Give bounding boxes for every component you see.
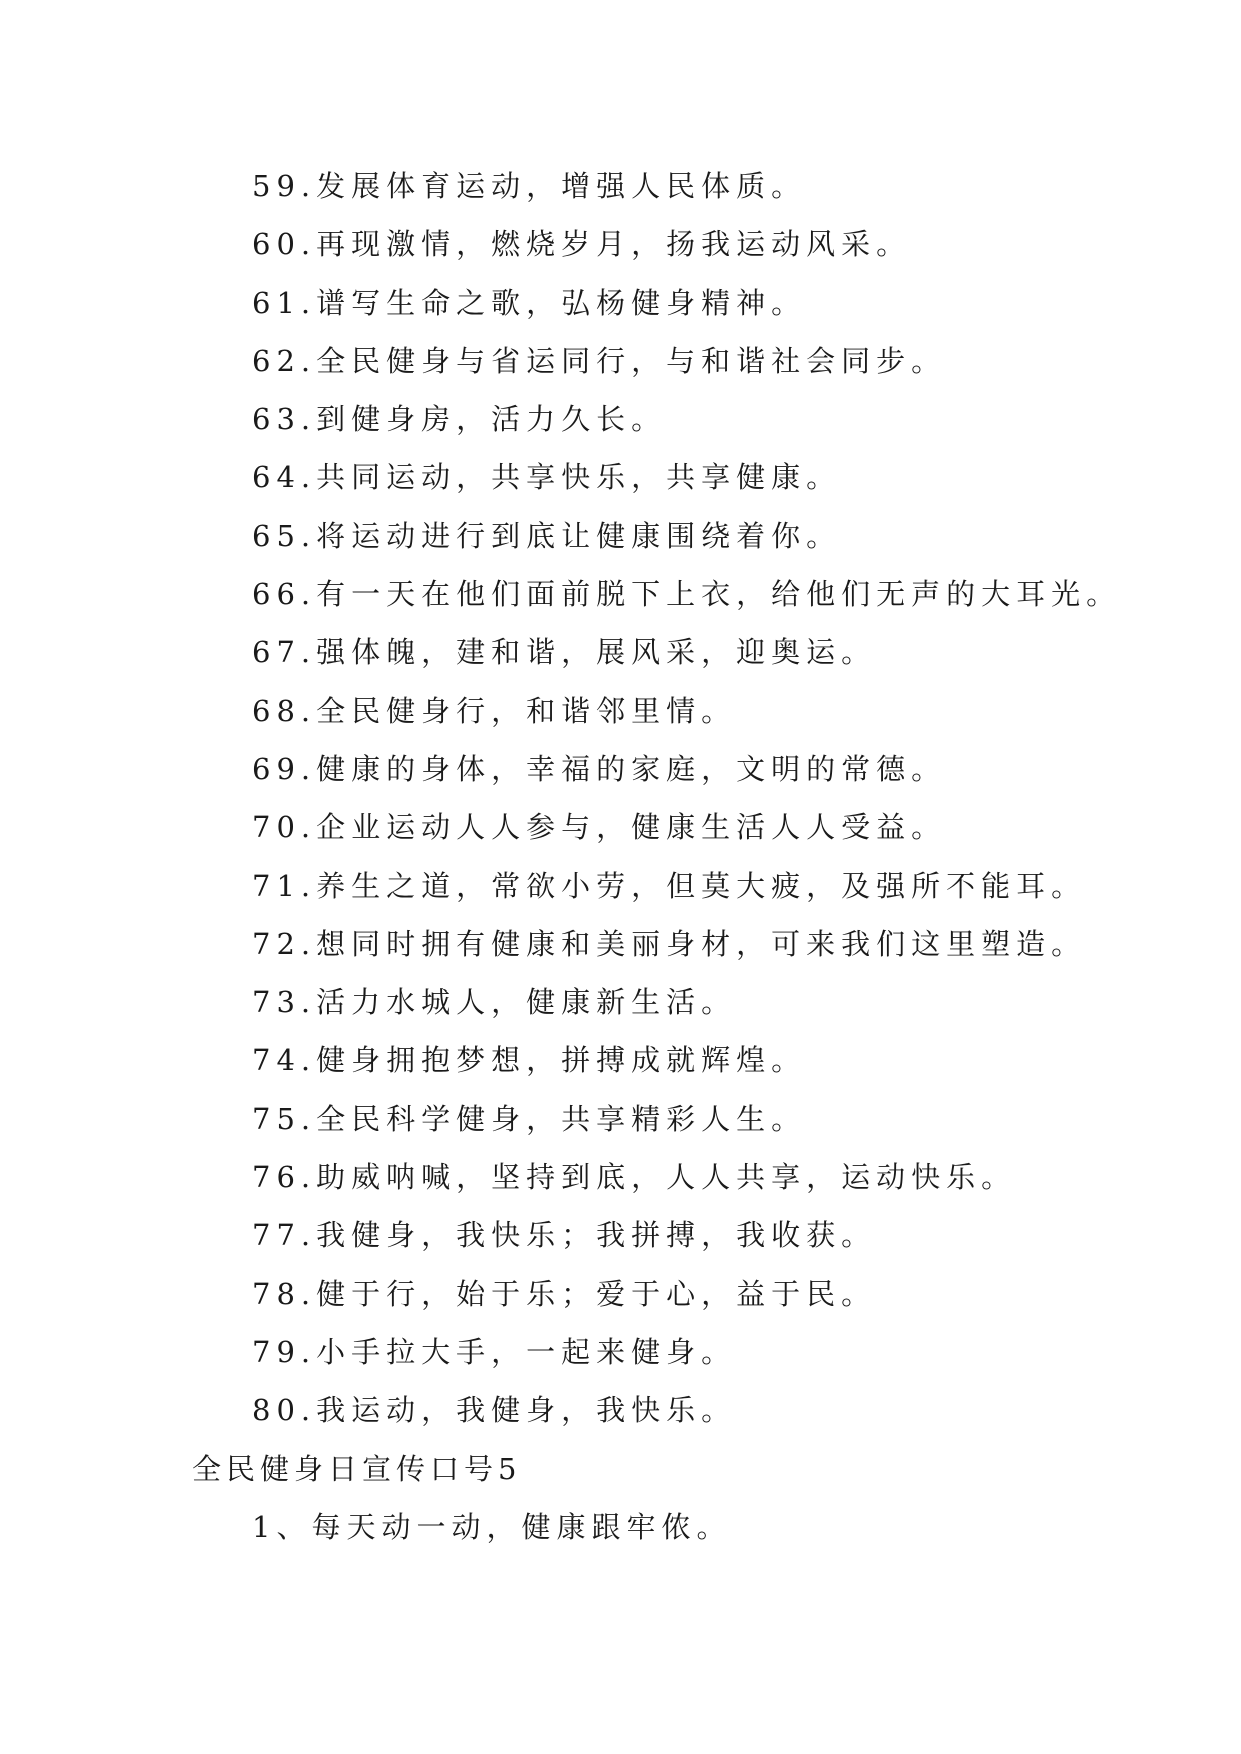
slogan-line: 64.共同运动，共享快乐，共享健康。 xyxy=(252,460,842,495)
slogan-line: 66.有一天在他们面前脱下上衣，给他们无声的大耳光。 xyxy=(252,577,1122,612)
slogan-line: 80.我运动，我健身，我快乐。 xyxy=(252,1393,737,1428)
slogan-line: 59.发展体育运动，增强人民体质。 xyxy=(252,169,807,203)
slogan-line: 74.健身拥抱梦想，拼搏成就辉煌。 xyxy=(252,1043,807,1078)
slogan-line: 60.再现激情，燃烧岁月，扬我运动风采。 xyxy=(252,227,912,262)
section-item: 1、每天动一动，健康跟牢侬。 xyxy=(252,1509,732,1544)
slogan-line: 68.全民健身行，和谐邻里情。 xyxy=(252,693,737,728)
slogan-line: 75.全民科学健身，共享精彩人生。 xyxy=(252,1101,807,1136)
slogan-line: 76.助威呐喊，坚持到底，人人共享，运动快乐。 xyxy=(252,1160,1017,1195)
slogan-line: 73.活力水城人，健康新生活。 xyxy=(252,985,737,1020)
slogan-line: 77.我健身，我快乐；我拼搏，我收获。 xyxy=(252,1218,877,1253)
slogan-line: 72.想同时拥有健康和美丽身材，可来我们这里塑造。 xyxy=(252,926,1087,961)
slogan-line: 78.健于行，始于乐；爱于心，益于民。 xyxy=(252,1276,877,1311)
slogan-line: 70.企业运动人人参与，健康生活人人受益。 xyxy=(252,810,947,845)
slogan-line: 65.将运动进行到底让健康围绕着你。 xyxy=(252,518,842,553)
slogan-line: 79.小手拉大手，一起来健身。 xyxy=(252,1334,737,1369)
section-heading: 全民健身日宣传口号5 xyxy=(192,1451,522,1486)
document-body xyxy=(192,157,1192,1556)
slogan-line: 67.强体魄，建和谐，展风采，迎奥运。 xyxy=(252,635,877,670)
slogan-line: 61.谱写生命之歌，弘杨健身精神。 xyxy=(252,285,807,320)
slogan-line: 69.健康的身体，幸福的家庭，文明的常德。 xyxy=(252,751,947,786)
slogan-line: 63.到健身房，活力久长。 xyxy=(252,402,667,437)
slogan-line: 62.全民健身与省运同行，与和谐社会同步。 xyxy=(252,343,947,378)
slogan-line: 71.养生之道，常欲小劳，但莫大疲，及强所不能耳。 xyxy=(252,868,1087,903)
